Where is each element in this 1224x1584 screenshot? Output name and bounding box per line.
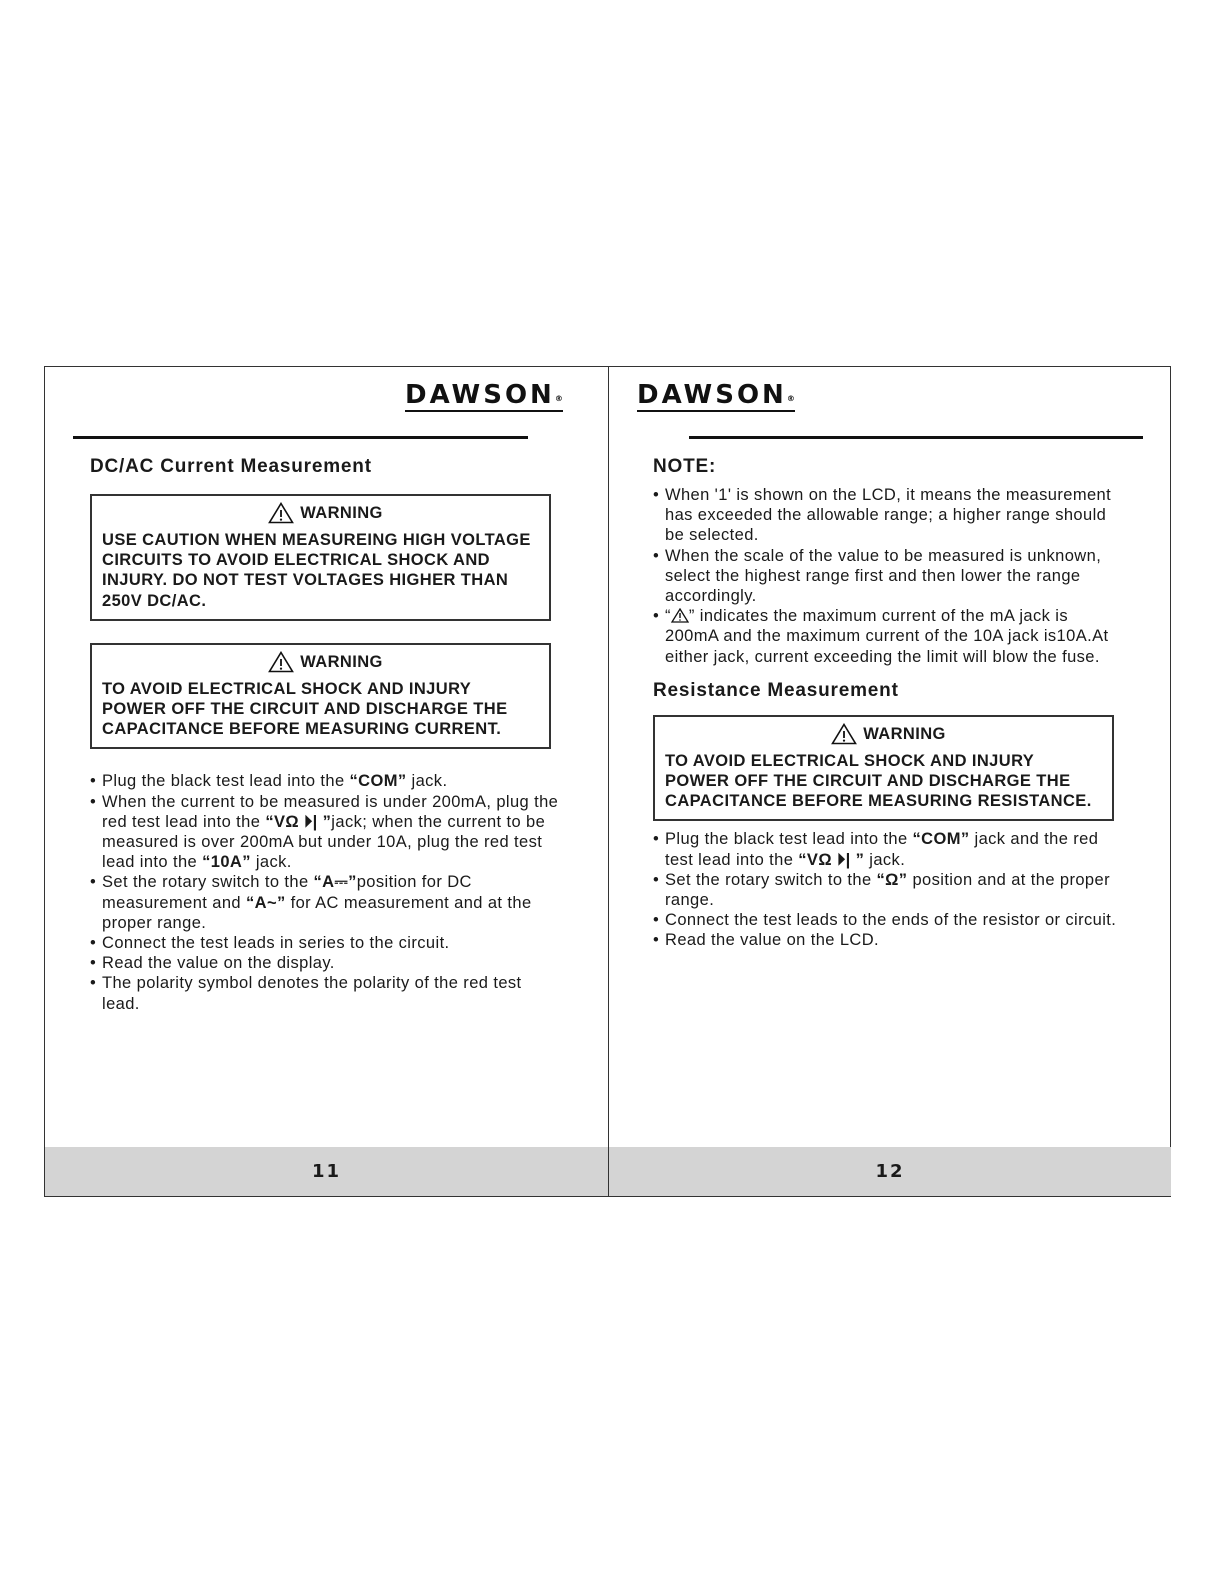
page-12 <box>609 367 1171 1196</box>
page-12-content <box>653 455 1123 951</box>
warning-text: TO AVOID ELECTRICAL SHOCK AND INJURY POWER OFF THE CIRCUIT AND DISCHARGE THE CAPACITANCE BEFORE MEASURING RESISTANCE. <box>665 751 1092 811</box>
header-rule <box>73 436 528 439</box>
header-rule <box>689 436 1143 439</box>
list-item: • Plug the black test lead into the “COM” jack and the red test lead into the “VΩ ⏵| ” jack. <box>653 829 1123 869</box>
warning-box <box>90 643 551 750</box>
warning-triangle-icon <box>268 651 294 673</box>
warning-box <box>90 494 551 621</box>
list-item: • When the scale of the value to be measured is unknown, select the highest range first and then lower the range accordingly. <box>653 546 1123 607</box>
dawson-logo: DAWSON® <box>405 380 563 410</box>
note-list <box>653 485 1123 667</box>
warning-triangle-icon <box>268 502 294 524</box>
note-heading: NOTE: <box>653 456 717 477</box>
list-item: • Set the rotary switch to the “Ω” position and at the proper range. <box>653 870 1123 910</box>
page-number: 11 <box>311 1161 342 1182</box>
warning-text: USE CAUTION WHEN MEASUREING HIGH VOLTAGE CIRCUITS TO AVOID ELECTRICAL SHOCK AND INJURY. DO NOT TEST VOLTAGES HIGHER THAN 250V DC/AC. <box>102 531 531 610</box>
instruction-list <box>653 829 1123 950</box>
list-item: • “ ” indicates the maximum current of the mA jack is 200mA and the maximum current of the 10A jack is10A.At either jack, current exceeding the limit will blow the fuse. <box>653 606 1123 667</box>
list-item: • Plug the black test lead into the “COM” jack. <box>90 771 560 791</box>
warning-triangle-icon <box>671 608 689 623</box>
page-footer <box>45 1147 608 1196</box>
warning-triangle-icon <box>831 723 857 745</box>
page-number: 12 <box>875 1161 905 1182</box>
dawson-logo: DAWSON® <box>637 380 795 410</box>
list-item: • Read the value on the display. <box>90 953 560 973</box>
section-heading: Resistance Measurement <box>653 679 899 701</box>
warning-title: WARNING <box>102 502 539 524</box>
list-item: • When '1' is shown on the LCD, it means the measurement has exceeded the allowable range; a higher range should be selected. <box>653 485 1123 546</box>
section-heading: DC/AC Current Measurement <box>90 456 372 477</box>
page-11-content <box>90 455 560 1014</box>
warning-text: TO AVOID ELECTRICAL SHOCK AND INJURY POWER OFF THE CIRCUIT AND DISCHARGE THE CAPACITANCE BEFORE MEASURING CURRENT. <box>102 679 508 739</box>
list-item: • Connect the test leads to the ends of the resistor or circuit. <box>653 910 1123 930</box>
manual-spread <box>44 366 1171 1197</box>
list-item: • Connect the test leads in series to the circuit. <box>90 933 560 953</box>
list-item: • When the current to be measured is under 200mA, plug the red test lead into the “VΩ ⏵| ”jack; when the current to be measured is over 200mA but under 10A, plug the red test lead into the “10A” jack. <box>90 792 560 873</box>
list-item: • Read the value on the LCD. <box>653 930 1123 950</box>
page-11 <box>45 367 608 1196</box>
list-item: • The polarity symbol denotes the polarity of the red test lead. <box>90 973 560 1013</box>
page-footer <box>609 1147 1171 1196</box>
warning-box <box>653 715 1114 822</box>
list-item: • Set the rotary switch to the “A⎓”position for DC measurement and “A~” for AC measurement and at the proper range. <box>90 872 560 933</box>
instruction-list <box>90 771 560 1013</box>
warning-title: WARNING <box>665 723 1102 745</box>
warning-title: WARNING <box>102 651 539 673</box>
